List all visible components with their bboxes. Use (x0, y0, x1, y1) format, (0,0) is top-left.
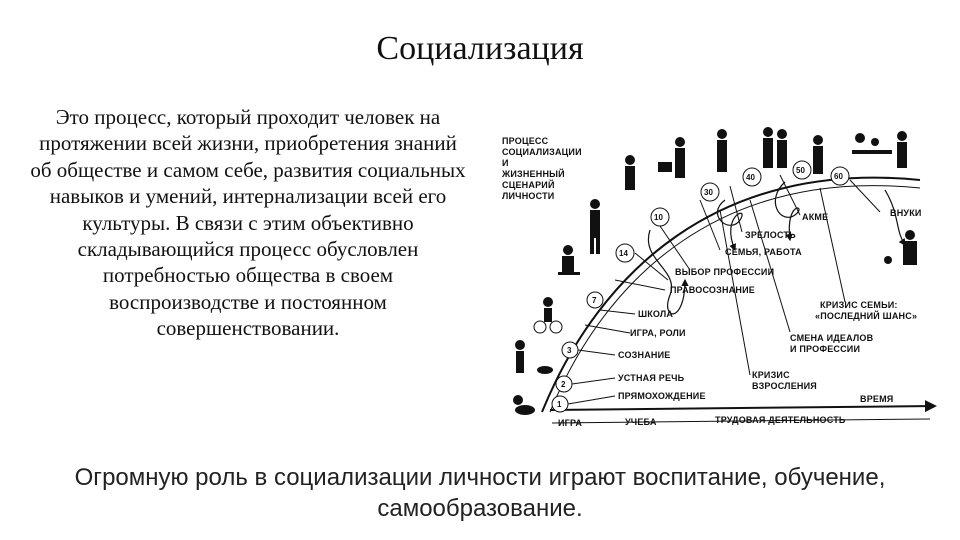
stage-smena-idealov-2: И ПРОФЕССИИ (790, 344, 861, 354)
stage-shkola: ШКОЛА (638, 309, 674, 319)
age-50: 50 (796, 166, 805, 175)
figure-boy (625, 155, 635, 190)
caption-line-2: СОЦИАЛИЗАЦИИ (502, 147, 582, 157)
period-trud: ТРУДОВАЯ ДЕЯТЕЛЬНОСТЬ (715, 415, 846, 425)
figure-toddler (515, 340, 525, 373)
footer-statement: Огромную роль в социализации личности играют воспитание, обучение, самообразование. (74, 464, 886, 522)
time-axis (550, 406, 935, 410)
stage-krizis-vzrosleniya-2: ВЗРОСЛЕНИЯ (752, 381, 817, 391)
stage-vnuki: ВНУКИ (890, 208, 922, 218)
caption-line-4: ЖИЗНЕННЫЙ (502, 169, 565, 179)
stage-soznanie: СОЗНАНИЕ (618, 350, 671, 360)
figure-elder-cane (813, 135, 823, 174)
caption-line-5: СЦЕНАРИЙ (502, 180, 555, 190)
age-7: 7 (592, 296, 597, 305)
caption-line-3: И (502, 158, 509, 168)
stage-igra-roli: ИГРА, РОЛИ (630, 328, 686, 338)
stage-smena-idealov-1: СМЕНА ИДЕАЛОВ (790, 333, 874, 343)
period-igra: ИГРА (558, 418, 583, 428)
stage-ustnaya-rech: УСТНАЯ РЕЧЬ (618, 373, 685, 383)
age-60: 60 (834, 172, 843, 181)
stage-pravosoznanie: ПРАВОСОЗНАНИЕ (670, 285, 755, 295)
life-arc-inner (550, 186, 920, 412)
age-10: 10 (654, 213, 663, 222)
age-40: 40 (746, 173, 755, 182)
age-1: 1 (557, 400, 562, 409)
figure-dog (537, 366, 553, 374)
figure-family-table (852, 131, 907, 168)
definition-paragraph: Это процесс, который проходит человек на протяжении всей жизни, приобретения знаний об обществе и самом себе, развития социальных навыков и умений, интернализации всей его культуры. В связи с этим объективно складывающийся процесс обусловлен потребностью общества в своем воспроизводстве и постоянном совершенствовании. (30, 105, 466, 341)
period-axis (552, 415, 930, 428)
figure-cyclist (534, 297, 562, 333)
figure-mother-stroller (658, 137, 685, 178)
stage-krizis-semi-2: «ПОСЛЕДНИЙ ШАНС» (815, 311, 918, 321)
stage-akme: АКМЕ (802, 212, 829, 222)
stage-krizis-semi-1: КРИЗИС СЕМЬИ: (820, 300, 898, 310)
figure-couple (763, 127, 787, 168)
figure-worker (717, 129, 727, 172)
stage-semya-rabota: СЕМЬЯ, РАБОТА (725, 247, 802, 257)
slide-title: Социализация (376, 30, 584, 67)
socialization-diagram (490, 120, 940, 440)
stage-vybor-professii: ВЫБОР ПРОФЕССИИ (675, 267, 775, 277)
caption-line-1: ПРОЦЕСС (502, 136, 549, 146)
time-label: ВРЕМЯ (860, 394, 894, 404)
stage-zrelost: ЗРЕЛОСТЬ (745, 230, 796, 240)
figure-baby (513, 395, 535, 415)
stage-pryamohozhdenie: ПРЯМОХОЖДЕНИЕ (618, 391, 706, 401)
figure-student (558, 245, 580, 275)
period-ucheba: УЧЕБА (625, 417, 657, 427)
figure-teen (590, 199, 600, 254)
age-14: 14 (619, 249, 628, 258)
caption-line-6: ЛИЧНОСТИ (502, 191, 555, 201)
stage-krizis-vzrosleniya-1: КРИЗИС (752, 370, 790, 380)
age-30: 30 (704, 188, 713, 197)
age-3: 3 (567, 346, 572, 355)
diagram-caption (501, 136, 582, 201)
age-2: 2 (561, 380, 566, 389)
